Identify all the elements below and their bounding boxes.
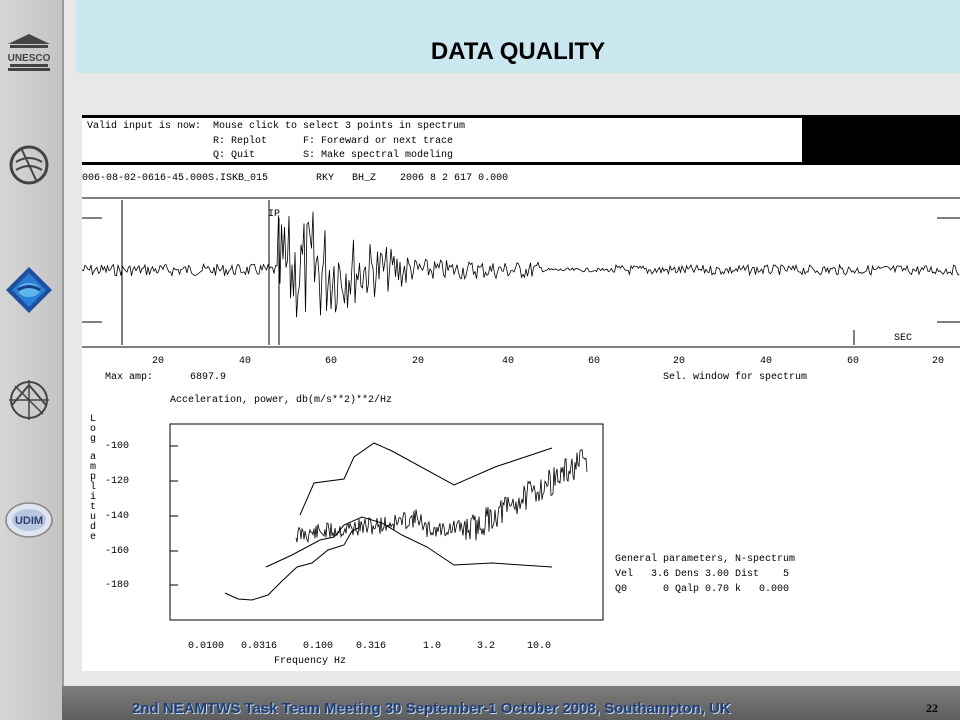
time-tick: 40: [760, 356, 773, 365]
noise-curve: [225, 528, 358, 600]
trace-header: 006-08-02-0616-45.000S.ISKB_015 RKY BH_Z 2006 8 2 617 0.000: [82, 173, 509, 184]
time-tick: 60: [847, 356, 860, 365]
y-tick: -100: [105, 441, 130, 452]
time-tick: 40: [502, 356, 515, 365]
time-tick: 20: [932, 356, 945, 365]
time-tick: 40: [239, 356, 252, 365]
udim-logo: [4, 495, 54, 545]
footer-text: 2nd NEAMTWS Task Team Meeting 30 September-1 October 2008, Southampton, UK: [132, 700, 731, 717]
prompt-line-1: Valid input is now: Mouse click to select 3 points in spectrum: [87, 121, 466, 132]
x-tick: 0.100: [303, 641, 334, 652]
ioc-globe-icon: [4, 140, 54, 190]
sel-window-label: Sel. window for spectrum: [663, 372, 808, 383]
input-prompt-box: [82, 118, 802, 162]
x-tick: 0.0316: [241, 641, 278, 652]
x-tick: 1.0: [423, 641, 442, 652]
title-bar: [76, 0, 960, 73]
phase-label: IP: [268, 209, 281, 220]
spectrum-title: Acceleration, power, db(m/s**2)**2/Hz: [170, 395, 393, 406]
y-tick: -160: [105, 546, 130, 557]
y-axis-label-l: L: [90, 414, 97, 425]
x-ticks: [188, 641, 551, 652]
waveform-plot[interactable]: [82, 190, 960, 365]
max-amp-value: 6897.9: [190, 372, 227, 383]
prompt-line-2: R: Replot F: Foreward or next trace: [87, 136, 454, 147]
upper-bound-curve: [300, 443, 552, 515]
y-axis-label-e: e: [90, 532, 97, 543]
y-axis-label-l2: l: [90, 482, 97, 493]
y-tick: -140: [105, 511, 130, 522]
general-params-title: General parameters, N-spectrum: [615, 554, 796, 565]
slide-title: DATA QUALITY: [430, 38, 606, 65]
general-params-line-2: Q0 0 Qalp 0.70 k 0.000: [615, 584, 790, 595]
max-amp-label: Max amp:: [105, 372, 154, 383]
y-ticks: [105, 441, 178, 591]
observatory-icon: [4, 375, 54, 425]
x-tick: 3.2: [477, 641, 496, 652]
y-axis-label-m: m: [90, 462, 97, 473]
unesco-logo: [4, 30, 54, 80]
udim-text: UDIM: [14, 515, 44, 527]
x-axis-label: Frequency Hz: [274, 656, 347, 667]
sidebar: [0, 0, 64, 720]
y-tick: -180: [105, 580, 130, 591]
y-axis-label-p: p: [90, 472, 97, 483]
seismogram-window: [82, 115, 960, 671]
y-axis-label-u: u: [90, 512, 97, 523]
x-tick: 10.0: [527, 641, 552, 652]
spectrum-plot[interactable]: [82, 405, 960, 671]
page-number: 22: [926, 701, 938, 715]
x-tick: 0.0100: [188, 641, 225, 652]
sec-label: SEC: [894, 333, 913, 344]
seismic-trace: [82, 212, 960, 318]
y-axis-label-a: a: [90, 452, 97, 463]
time-tick: 20: [152, 356, 165, 365]
time-ticks: [152, 356, 944, 365]
general-params-line-1: Vel 3.6 Dens 3.00 Dist 5: [615, 569, 790, 580]
time-tick: 20: [412, 356, 425, 365]
y-axis-label-g: g: [90, 434, 97, 445]
unesco-text: UNESCO: [7, 53, 51, 64]
time-tick: 60: [325, 356, 338, 365]
y-axis-label-o: o: [90, 424, 97, 435]
input-prompt-bar: [82, 115, 960, 165]
spectrum-frame: [170, 424, 603, 620]
prompt-line-3: Q: Quit S: Make spectral modeling: [87, 150, 454, 161]
x-tick: 0.316: [356, 641, 387, 652]
footer: [62, 686, 960, 720]
time-tick: 60: [588, 356, 601, 365]
agency-diamond-icon: [4, 265, 54, 315]
y-axis-label-d: d: [90, 522, 97, 533]
y-tick: -120: [105, 476, 130, 487]
y-axis-label-t: t: [90, 502, 97, 513]
spectrum-curve: [296, 450, 587, 543]
time-tick: 20: [673, 356, 686, 365]
y-axis-label-i: i: [90, 492, 97, 503]
